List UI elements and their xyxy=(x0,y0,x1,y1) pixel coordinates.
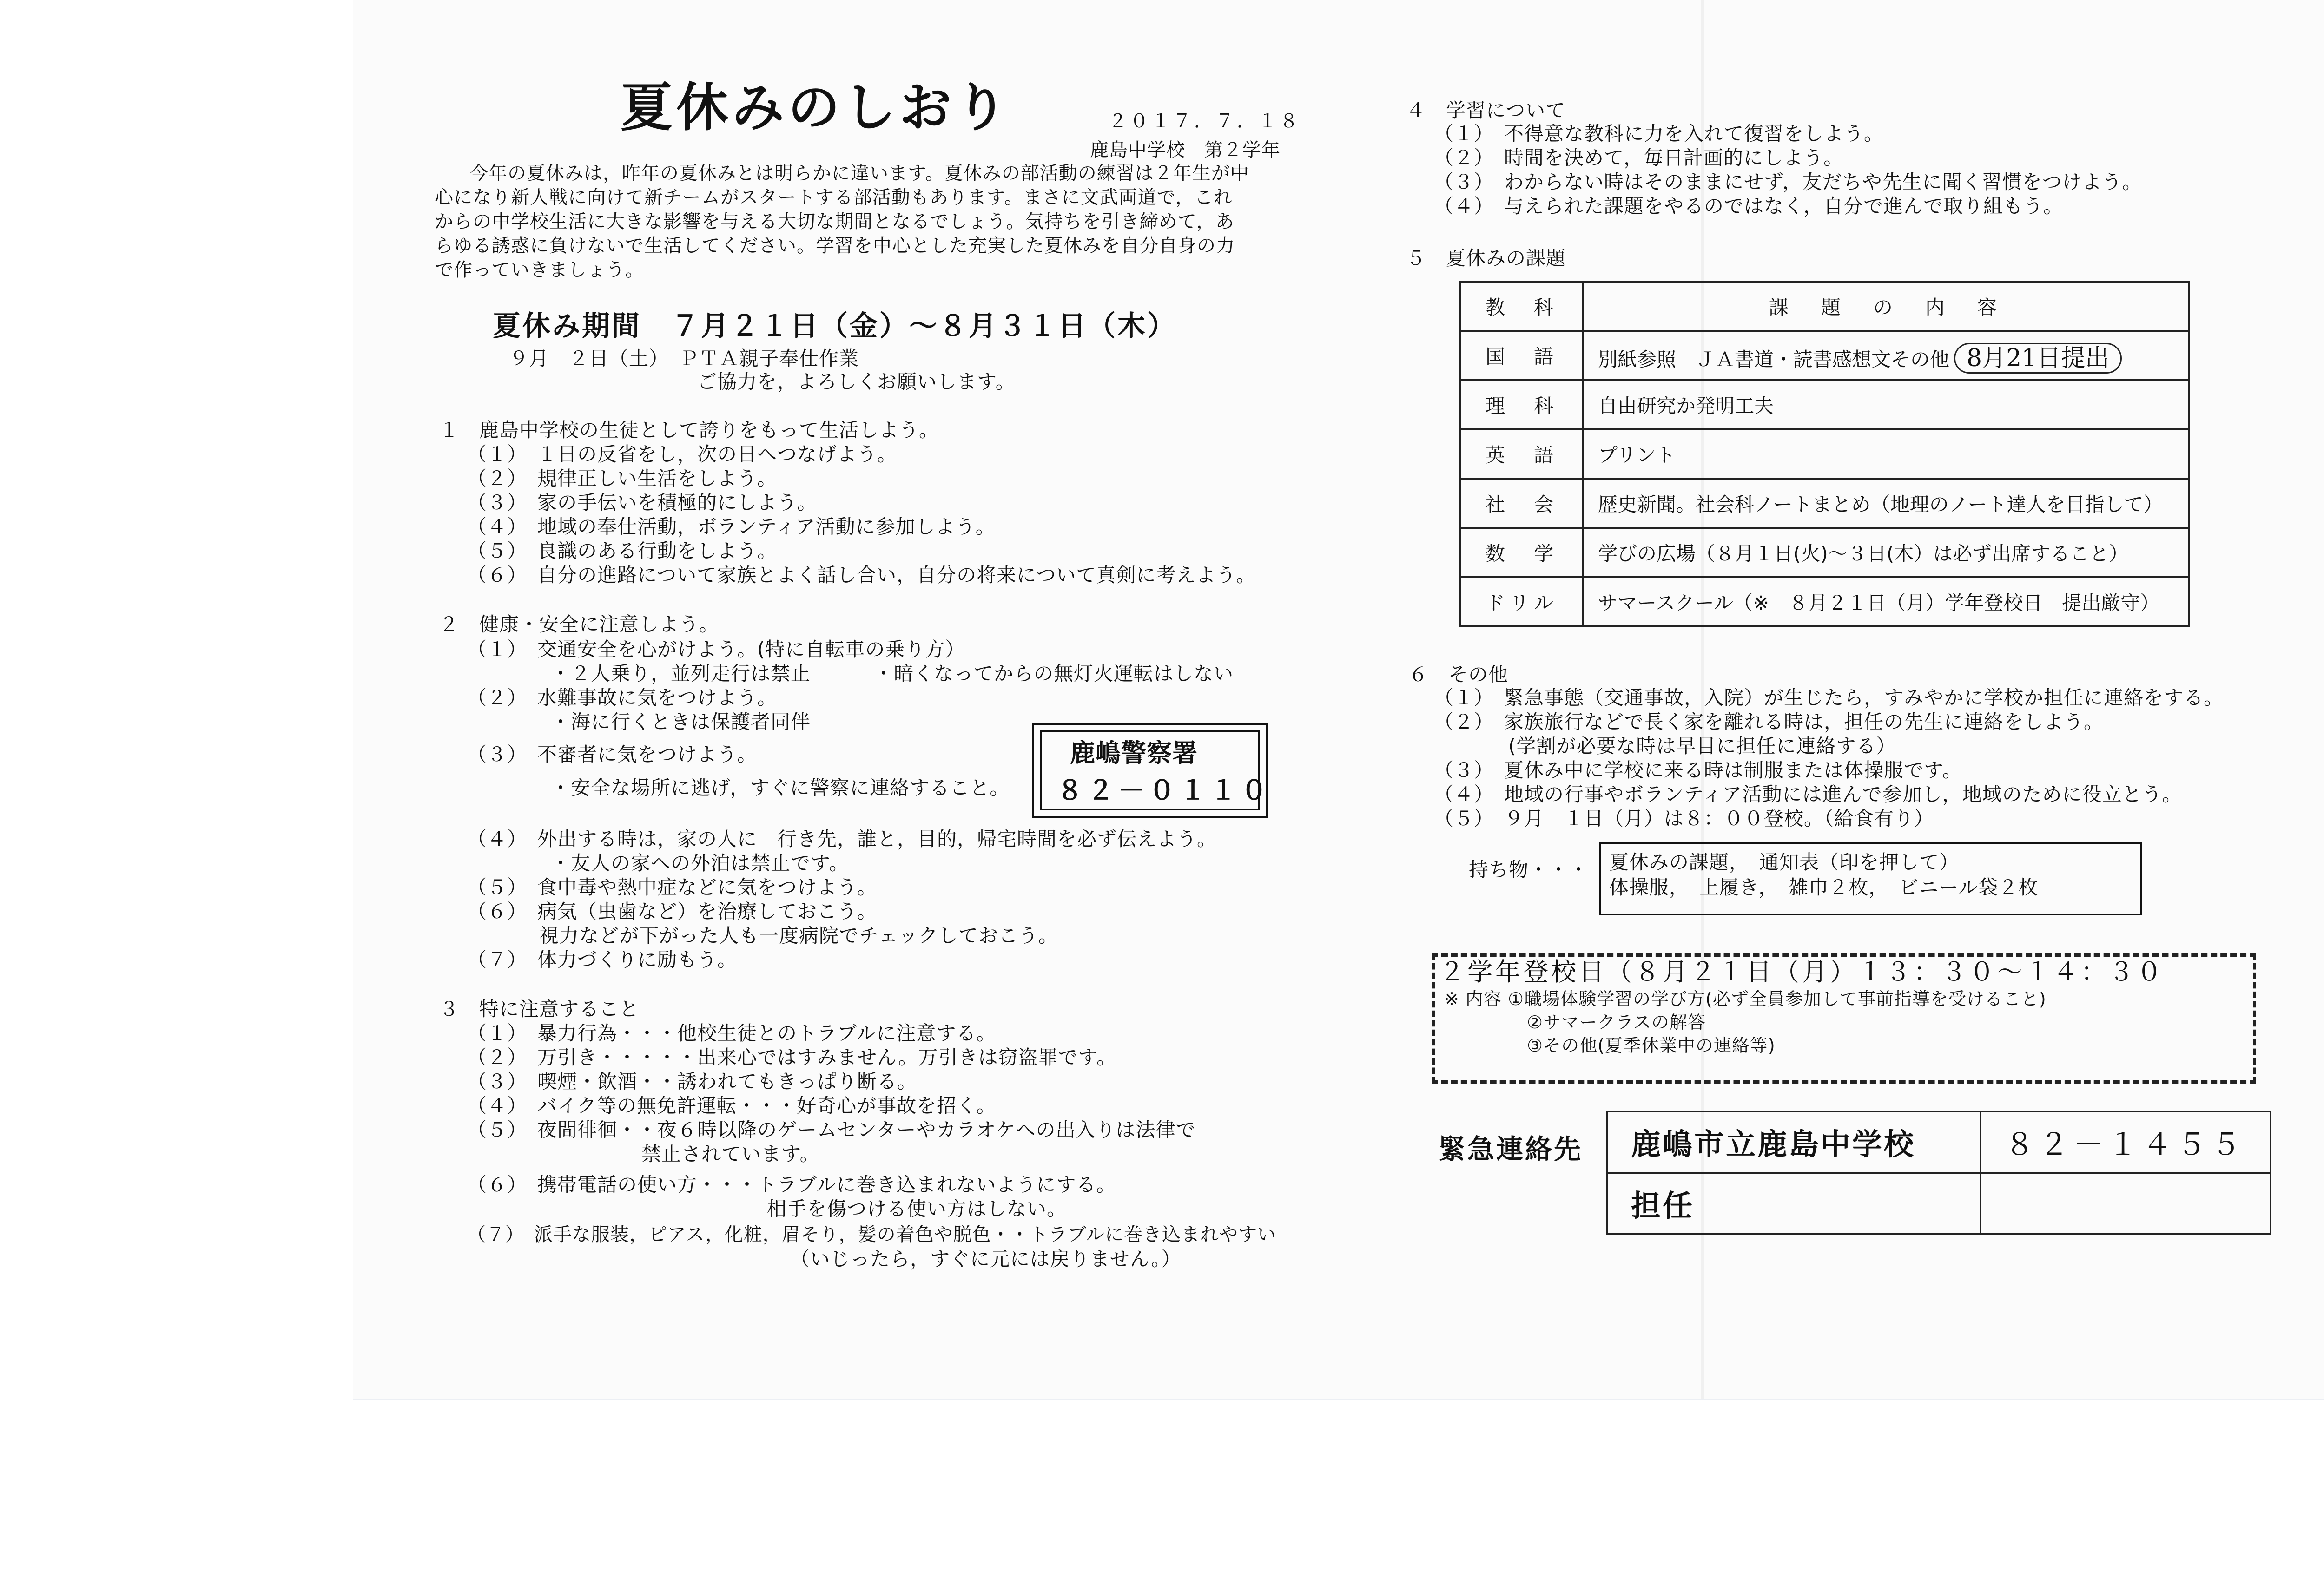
assignment-table xyxy=(1459,281,2190,627)
section-heading: ４ 学習について xyxy=(1406,99,1566,122)
column-header: 課 題 の 内 容 xyxy=(1583,282,2189,331)
list-subitem: ・安全な場所に逃げ，すぐに警察に連絡すること。 xyxy=(551,776,1010,799)
list-item: （２） 万引き・・・・・出来心ではすみません。万引きは窃盗罪です。 xyxy=(467,1046,1117,1069)
list-item: （２） 規律正しい生活をしよう。 xyxy=(467,467,778,490)
subject-cell: ドリル xyxy=(1460,577,1583,626)
intro-line: からの中学校生活に大きな影響を与える大切な期間となるでしょう。気持ちを引き締めて，あ xyxy=(435,211,1235,232)
column-header: 教 科 xyxy=(1460,282,1583,331)
table-row xyxy=(1460,528,2189,577)
section-heading: ６ その他 xyxy=(1408,663,1509,686)
list-item: （２） 水難事故に気をつけよう。 xyxy=(467,686,778,709)
list-item: （２） 時間を決めて，毎日計画的にしよう。 xyxy=(1434,146,1844,169)
table-row xyxy=(1460,577,2189,626)
subject-cell: 英 語 xyxy=(1460,429,1583,479)
section-heading: ５ 夏休みの課題 xyxy=(1406,247,1566,270)
class-day-line: ③その他(夏季休業中の連絡等) xyxy=(1527,1035,1776,1056)
list-subitem: (学割が必要な時は早目に担任に連絡する） xyxy=(1508,735,1896,757)
list-item: （５） ９月 １日（月）は８：００登校。（給食有り） xyxy=(1434,807,1934,830)
list-subitem: 相手を傷つける使い方はしない。 xyxy=(767,1197,1067,1220)
list-item: （４） バイク等の無免許運転・・・好奇心が事故を招く。 xyxy=(467,1094,997,1117)
list-item: （４） 与えられた課題をやるのではなく，自分で進んで取り組もう。 xyxy=(1434,195,2064,217)
list-item: （６） 携帯電話の使い方・・・トラブルに巻き込まれないようにする。 xyxy=(467,1173,1116,1196)
content-cell: サマースクール（※ ８月２１日（月）学年登校日 提出厳守） xyxy=(1583,577,2189,626)
section-heading: １ 鹿島中学校の生徒として誇りをもって生活しよう。 xyxy=(439,419,939,441)
homeroom-phone-cell xyxy=(1981,1173,2271,1234)
list-item: （４） 地域の行事やボランティア活動には進んで参加し，地域のために役立とう。 xyxy=(1434,783,2182,806)
section-heading: ３ 特に注意すること xyxy=(439,998,640,1020)
list-item: （１） 不得意な教科に力を入れて復習をしよう。 xyxy=(1434,122,1884,145)
content-cell: プリント xyxy=(1583,429,2189,479)
subject-cell: 社 会 xyxy=(1460,479,1583,528)
content-cell: 学びの広場（８月１日(火)～３日(木）は必ず出席すること） xyxy=(1583,528,2189,577)
list-item: （７） 派手な服装，ピアス，化粧，眉そり，髪の着色や脱色・・トラブルに巻き込まれやすい xyxy=(467,1224,1276,1245)
table-row xyxy=(1460,479,2189,528)
list-subitem: ・友人の家への外泊は禁止です。 xyxy=(551,852,849,874)
belongings-line: 夏休みの課題， 通知表（印を押して） xyxy=(1609,851,1960,874)
table-row xyxy=(1460,429,2189,479)
police-contact-box xyxy=(1032,723,1272,818)
list-item: （７） 体力づくりに励もう。 xyxy=(467,948,738,971)
content-cell xyxy=(1583,331,2189,380)
content-cell: 自由研究か発明工夫 xyxy=(1583,380,2189,429)
intro-line: 心になり新人戦に向けて新チームがスタートする部活動もあります。まさに文武両道で，これ xyxy=(435,187,1233,208)
list-subitem: 視力などが下がった人も一度病院でチェックしておこう。 xyxy=(539,924,1058,947)
table-row xyxy=(1460,380,2189,429)
class-day-notice xyxy=(1432,953,2256,1084)
intro-line: 今年の夏休みは，昨年の夏休みとは明らかに違います。夏休みの部活動の練習は２年生が中 xyxy=(469,163,1249,184)
emergency-contact-label: 緊急連絡先 xyxy=(1439,1133,1583,1165)
list-item: （５） 良識のある行動をしよう。 xyxy=(467,539,778,562)
class-day-line: ※ 内容 ①職場体験学習の学び方(必ず全員参加して事前指導を受けること) xyxy=(1444,989,2047,1009)
table-row xyxy=(1607,1173,2271,1234)
table-row xyxy=(1607,1111,2271,1173)
school-grade: 鹿島中学校 第２学年 xyxy=(1090,139,1281,161)
vacation-period: 夏休み期間 ７月２１日（金）～８月３１日（木） xyxy=(493,310,1177,342)
homeroom-label-cell: 担任 xyxy=(1607,1173,1981,1234)
list-item: （３） 家の手伝いを積極的にしよう。 xyxy=(467,491,818,514)
list-item: （２） 家族旅行などで長く家を離れる時は，担任の先生に連絡をしよう。 xyxy=(1434,710,2104,733)
list-item: （１） 緊急事態（交通事故，入院）が生じたら，すみやかに学校か担任に連絡をする。 xyxy=(1434,686,2224,709)
list-item: （３） わからない時はそのままにせず，友だちや先生に聞く習慣をつけよう。 xyxy=(1434,171,2142,193)
list-item: （３） 喫煙・飲酒・・誘われてもきっぱり断る。 xyxy=(467,1070,918,1093)
list-item: （４） 外出する時は，家の人に 行き先，誰と，目的，帰宅時間を必ず伝えよう。 xyxy=(467,828,1217,850)
table-header-row xyxy=(1460,282,2189,331)
emergency-contact-table xyxy=(1606,1111,2271,1235)
list-subitem: ・海に行くときは保護者同伴 xyxy=(551,710,811,733)
table-row xyxy=(1460,331,2189,380)
list-subitem: ・２人乗り，並列走行は禁止 xyxy=(551,662,811,685)
intro-line: で作っていきましょう。 xyxy=(435,259,644,281)
list-item: （４） 地域の奉仕活動，ボランティア活動に参加しよう。 xyxy=(467,515,996,538)
list-item: （１） 暴力行為・・・他校生徒とのトラブルに注意する。 xyxy=(467,1022,997,1045)
subject-cell: 国 語 xyxy=(1460,331,1583,380)
subject-cell: 数 学 xyxy=(1460,528,1583,577)
list-item: （５） 食中毒や熱中症などに気をつけよう。 xyxy=(467,876,878,899)
belongings-line: 体操服， 上履き， 雑巾２枚， ビニール袋２枚 xyxy=(1609,876,2039,899)
content-text: 別紙参照 ＪＡ書道・読書感想文その他 xyxy=(1598,348,1950,371)
document-date: ２０１７．７．１８ xyxy=(1109,111,1301,132)
content-cell: 歴史新聞。社会科ノートまとめ（地理のノート達人を目指して） xyxy=(1583,479,2189,528)
list-subitem: （いじったら，すぐに元には戻りません。） xyxy=(790,1248,1182,1270)
school-phone-cell: ８２－１４５５ xyxy=(1981,1111,2271,1173)
list-item: （６） 病気（虫歯など）を治療しておこう。 xyxy=(467,900,878,923)
belongings-box xyxy=(1599,842,2142,915)
list-subitem: 禁止されています。 xyxy=(641,1143,820,1165)
intro-line: らゆる誘惑に負けないで生活してください。学習を中心とした充実した夏休みを自分自身の力 xyxy=(435,235,1235,256)
list-item: （１） 交通安全を心がけよう。(特に自転車の乗り方） xyxy=(467,638,965,661)
handwritten-deadline: 8月21日提出 xyxy=(1954,343,2122,374)
list-subitem: ・暗くなってからの無灯火運転はしない xyxy=(874,662,1234,685)
police-phone: ８２－０１１０ xyxy=(1057,776,1272,806)
pta-event: ９月 ２日（土） ＰＴＡ親子奉仕作業 xyxy=(509,347,859,370)
list-item: （６） 自分の進路について家族とよく話し合い，自分の将来について真剣に考えよう。 xyxy=(467,564,1256,586)
class-day-title: ２学年登校日（８月２１日（月）１３：３０～１４：３０ xyxy=(1439,957,2165,986)
list-item: （３） 夏休み中に学校に来る時は制服または体操服です。 xyxy=(1434,759,1962,782)
section-heading: ２ 健康・安全に注意しよう。 xyxy=(439,613,720,636)
school-name-cell: 鹿嶋市立鹿島中学校 xyxy=(1607,1111,1981,1173)
cooperation-request: ご協力を，よろしくお願いします。 xyxy=(697,370,1016,393)
list-item: （３） 不審者に気をつけよう。 xyxy=(467,743,758,766)
belongings-label: 持ち物・・・ xyxy=(1469,858,1589,881)
police-name: 鹿嶋警察署 xyxy=(1070,738,1198,768)
list-item: （５） 夜間徘徊・・夜６時以降のゲームセンターやカラオケへの出入りは法律で xyxy=(467,1118,1196,1141)
subject-cell: 理 科 xyxy=(1460,380,1583,429)
list-item: （１） １日の反省をし，次の日へつなげよう。 xyxy=(467,443,898,466)
class-day-line: ②サマークラスの解答 xyxy=(1527,1012,1706,1032)
document-title: 夏休みのしおり xyxy=(621,78,1011,138)
